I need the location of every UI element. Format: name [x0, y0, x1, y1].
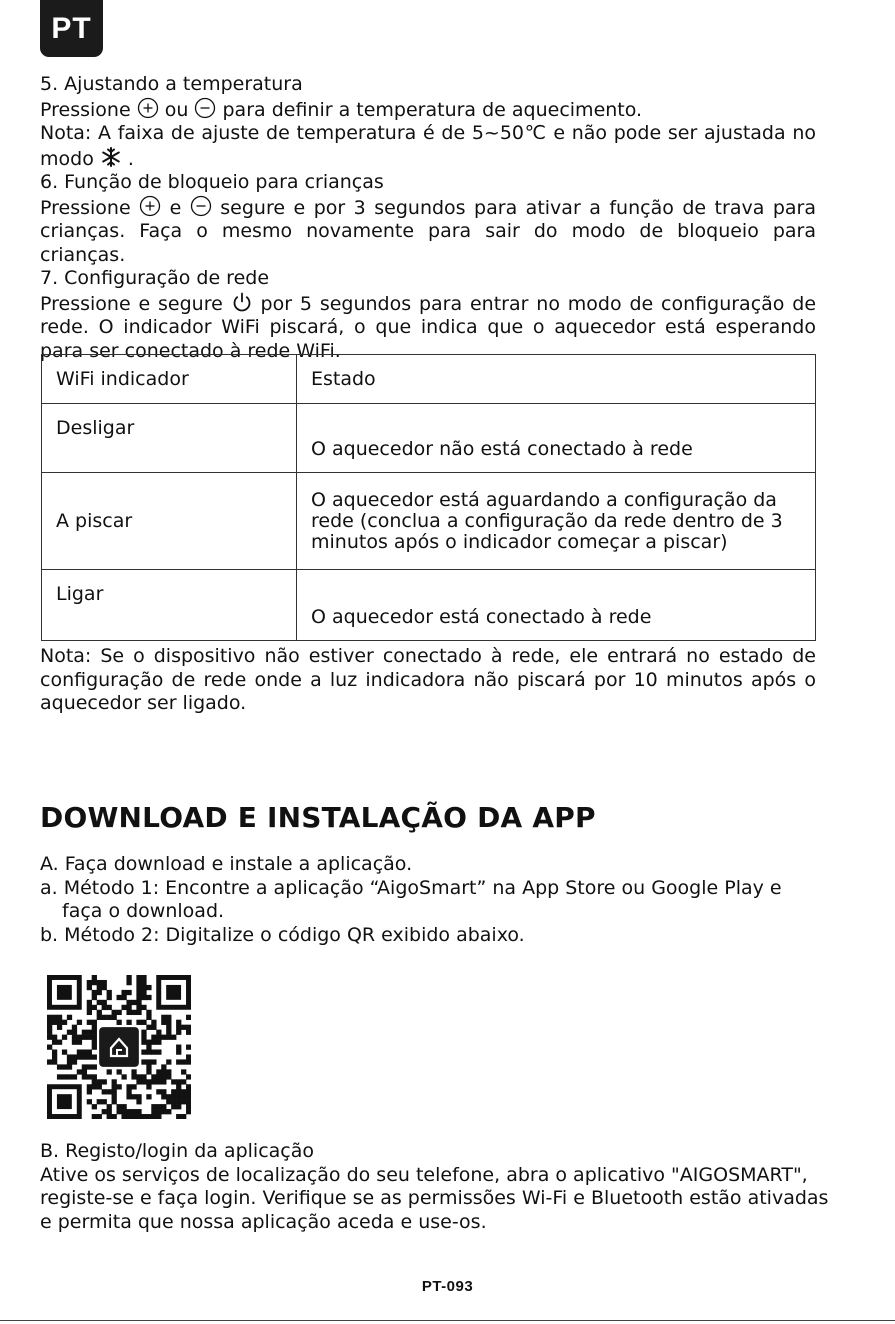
text: Nota: A faixa de ajuste de temperatura é de 5~50℃ e não pode ser ajustada no modo — [40, 122, 816, 170]
plus-circle-icon — [139, 195, 161, 217]
section5-note — [40, 122, 816, 171]
step-a: A. Faça download e instale a aplicação. — [40, 853, 413, 875]
qr-finder-square — [159, 977, 189, 1007]
qr-finder-square — [49, 1087, 79, 1117]
plus-circle-icon — [137, 97, 159, 119]
text: . — [127, 147, 134, 170]
minus-circle-icon — [194, 97, 216, 119]
method1-line: a. Método 1: Encontre a aplicação “AigoSmart” na App Store ou Google Play e — [40, 876, 782, 899]
text: para definir a temperatura de aquecimento. — [222, 98, 643, 121]
text: Pressione — [40, 98, 131, 121]
language-badge: PT — [40, 0, 103, 57]
table-row — [42, 473, 816, 570]
wifi-indicator-table — [41, 354, 816, 641]
table-cell: O aquecedor está aguardando a configuração da rede (conclua a configuração da rede dentro de 3 minutos após o indicador começar a piscar) — [297, 473, 816, 570]
snowflake-icon — [100, 146, 122, 168]
text: segure e por 3 segundos para ativar a função de trava para crianças. Faça o mesmo novamente para sair do modo de bloqueio para crianças. — [40, 196, 816, 266]
text: por 5 segundos para entrar no modo de configuração de rede. O indicador WiFi piscará, o que indica que o aquecedor está esperando para ser conectado à rede WiFi. — [40, 292, 817, 362]
method2-line: b. Método 2: Digitalize o código QR exibido abaixo. — [40, 923, 525, 946]
power-icon — [231, 291, 253, 313]
section7-title: 7. Configuração de rede — [40, 267, 270, 289]
table-cell: O aquecedor está conectado à rede — [297, 570, 816, 641]
text: e — [169, 196, 182, 219]
table-cell: Desligar — [42, 404, 297, 473]
download-steps — [40, 853, 840, 947]
qr-code — [47, 975, 191, 1119]
register-title: B. Registo/login da aplicação — [40, 1140, 314, 1162]
text: Pressione — [40, 196, 131, 219]
page-code: PT-093 — [421, 1278, 474, 1295]
register-text: Ative os serviços de localização do seu telefone, abra o aplicativo "AIGOSMART", registe-se e faça login. Verifique se as permissões Wi-Fi e Bluetooth estão ativadas e permita que nossa aplicação aceda e use-os. — [40, 1163, 829, 1233]
section5-title: 5. Ajustando a temperatura — [40, 73, 303, 95]
divider — [0, 1320, 895, 1321]
section7-text — [40, 291, 816, 364]
download-section-title: DOWNLOAD E INSTALAÇÃO DA APP — [40, 801, 596, 834]
table-row — [42, 404, 816, 473]
network-note: Nota: Se o dispositivo não estiver conectado à rede, ele entrará no estado de configuração de rede onde a luz indicadora não piscará por 10 minutos após o aquecedor ser ligado. — [40, 645, 816, 714]
text: Pressione e segure — [40, 292, 223, 315]
table-cell: O aquecedor não está conectado à rede — [297, 404, 816, 473]
register-section — [40, 1140, 830, 1234]
table-header-cell: Estado — [297, 355, 816, 404]
table-header-row — [42, 355, 816, 404]
table-cell: Ligar — [42, 570, 297, 641]
table-header-cell: WiFi indicador — [42, 355, 297, 404]
table-row — [42, 570, 816, 641]
section5-line — [40, 97, 816, 123]
table-cell: A piscar — [42, 473, 297, 570]
section6-text — [40, 195, 816, 268]
instructions-section — [40, 73, 816, 363]
app-logo-icon — [99, 1027, 139, 1067]
qr-finder-square — [49, 977, 79, 1007]
minus-circle-icon — [190, 195, 212, 217]
section6-title: 6. Função de bloqueio para crianças — [40, 171, 384, 193]
text: ou — [164, 98, 189, 121]
method1-line-cont: faça o download. — [62, 900, 225, 922]
